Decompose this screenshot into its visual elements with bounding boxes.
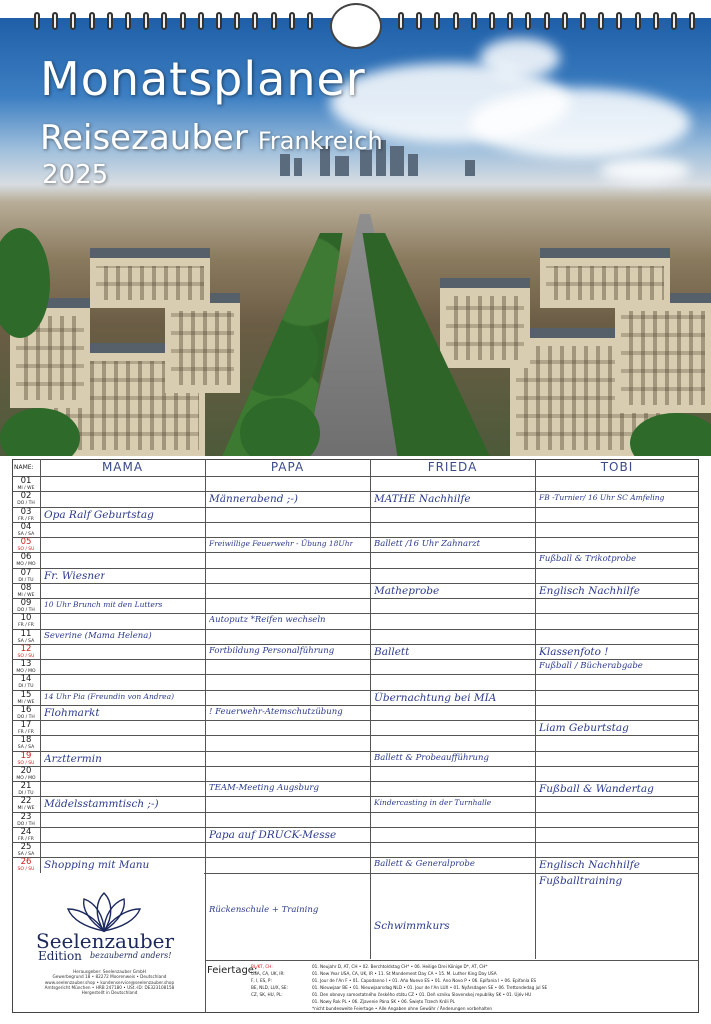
- imprint-line: Amtsgericht München • HRB 247180 • USt.-ID: DE323108158: [44, 984, 175, 990]
- lotus-logo-icon: [64, 891, 144, 933]
- binding-ring: [616, 12, 622, 30]
- day-row: [12, 735, 699, 750]
- planner-entry[interactable]: Papa auf DRUCK-Messe: [209, 828, 337, 841]
- binding-ring: [180, 12, 186, 30]
- planner-entry[interactable]: Matheprobe: [374, 584, 440, 597]
- day-number: 01: [20, 476, 32, 486]
- day-cell: [12, 660, 40, 674]
- day-name: MI / WE: [17, 592, 35, 598]
- day-row: [12, 751, 699, 766]
- holidays-box: [204, 960, 699, 1013]
- day-cell: [12, 782, 40, 796]
- day-row: [12, 812, 699, 827]
- column-header: TOBI: [600, 460, 634, 474]
- binding-ring: [70, 12, 76, 30]
- day-name: SA / SA: [17, 852, 35, 857]
- day-number: 24: [20, 826, 32, 837]
- day-cell: [12, 569, 40, 583]
- imprint: [22, 969, 197, 995]
- planner-entry[interactable]: Englisch Nachhilfe: [539, 584, 640, 597]
- day-name: SA / SA: [17, 638, 35, 644]
- holidays-label: Feiertage:: [207, 965, 258, 976]
- holiday-region-code: F, I, ES, P:: [251, 978, 272, 983]
- day-name: DO / TH: [17, 714, 35, 720]
- binding-ring: [653, 12, 659, 30]
- day-number: 13: [20, 659, 32, 669]
- holiday-line: *nicht bundesweite Feiertage • Alle Angaben ohne Gewähr / Änderungen vorbehalten: [312, 1006, 493, 1011]
- day-number: 06: [20, 552, 32, 563]
- day-cell: [12, 553, 40, 567]
- planner-entry[interactable]: Übernachtung bei MIA: [374, 691, 497, 704]
- planner-entry[interactable]: Ballett: [374, 645, 410, 658]
- day-name: SO / SU: [17, 547, 35, 552]
- brand-name: Seelenzauber: [36, 929, 175, 953]
- holiday-region-code: USA, CA, UK, IR:: [251, 971, 285, 976]
- day-number: 21: [20, 781, 32, 791]
- imprint-line: Gewerbegrund 18 • 82272 Moorenweis • Deutschland: [52, 974, 167, 980]
- day-row: [12, 613, 699, 628]
- day-cell: [12, 858, 40, 872]
- day-cell: [12, 492, 40, 506]
- calendar-year: 2025: [42, 160, 109, 190]
- day-name: SA / SA: [17, 745, 35, 751]
- binding-ring: [125, 12, 131, 30]
- day-number: 14: [20, 674, 32, 685]
- day-cell: [12, 614, 40, 628]
- day-name: MO / MO: [16, 669, 36, 674]
- day-name: FR / FR: [18, 516, 34, 522]
- day-number: 15: [20, 689, 32, 700]
- planner-entry[interactable]: Englisch Nachhilfe: [539, 859, 640, 872]
- planner-entry[interactable]: Flohmarkt: [44, 706, 100, 719]
- day-cell: [12, 767, 40, 781]
- binding-ring: [489, 12, 495, 30]
- planner-entry[interactable]: Mädelsstammtisch ;-): [44, 798, 159, 811]
- holiday-line: 01. Den obnovy samostatného českého státu CZ • 01. Deň vzniku Slovenskej republiky SK • 01. Újév HU: [312, 992, 532, 997]
- day-number: 12: [20, 643, 32, 654]
- subtitle-main: Reisezauber: [40, 118, 248, 158]
- day-cell: [12, 523, 40, 537]
- publisher-block: [12, 883, 204, 1013]
- calendar-title: Monatsplaner: [40, 52, 366, 106]
- day-number: 17: [20, 720, 32, 730]
- day-cell: [12, 538, 40, 552]
- planner-entry[interactable]: Ballett & Probeaufführung: [374, 752, 489, 763]
- planner-entry[interactable]: Arzttermin: [44, 752, 102, 765]
- subtitle-small: Frankreich: [257, 127, 383, 155]
- planner-entry[interactable]: Ballett & Generalprobe: [374, 859, 475, 870]
- name-label: NAME:: [14, 464, 34, 471]
- binding-ring: [525, 12, 531, 30]
- binding-ring: [580, 12, 586, 30]
- day-row: [12, 674, 699, 689]
- imprint-line: Herausgeber: Seelenzauber GmbH: [73, 969, 146, 974]
- holiday-list: [312, 963, 697, 1012]
- column-header: MAMA: [101, 460, 144, 474]
- day-row: [12, 568, 699, 583]
- holiday-region-codes: [251, 963, 311, 998]
- binding-ring: [289, 12, 295, 30]
- day-name: SO / SU: [17, 760, 35, 766]
- day-name: MO / MO: [16, 775, 36, 781]
- day-number: 19: [20, 750, 32, 761]
- day-row: [12, 522, 699, 537]
- binding-ring: [143, 12, 149, 30]
- day-number: 04: [20, 521, 32, 532]
- day-name: FR / FR: [18, 623, 34, 629]
- brand-edition: Edition: [38, 949, 82, 963]
- imprint-line: Hergestellt in Deutschland: [81, 990, 138, 996]
- planner-entry[interactable]: FB -Turnier/ 16 Uhr SC Amfeling: [539, 493, 665, 503]
- day-row: [12, 537, 699, 552]
- binding-ring: [434, 12, 440, 30]
- brand-tagline: bezaubernd anders!: [90, 951, 172, 960]
- planner-entry[interactable]: TEAM-Meeting Augsburg: [209, 783, 319, 793]
- column-header: FRIEDA: [427, 460, 478, 474]
- day-name: DO / TH: [17, 501, 35, 507]
- day-number: 02: [20, 491, 32, 502]
- column-divider: [535, 459, 536, 959]
- day-cell: [12, 691, 40, 705]
- day-number: 10: [20, 613, 32, 624]
- day-name: SA / SA: [17, 531, 35, 537]
- day-cell: [12, 630, 40, 644]
- column-divider: [370, 459, 371, 959]
- day-name: DO / TH: [17, 821, 35, 827]
- binding-ring: [107, 12, 113, 30]
- planner-entry[interactable]: 10 Uhr Brunch mit den Lutters: [44, 600, 163, 609]
- day-number: 23: [20, 811, 32, 822]
- day-cell: [12, 599, 40, 613]
- planner-entry[interactable]: Shopping mit Manu: [44, 859, 150, 872]
- binding-ring: [34, 12, 40, 30]
- planner-entry[interactable]: Fortbildung Personalführung: [209, 645, 335, 656]
- day-number: 09: [20, 598, 32, 608]
- day-cell: [12, 584, 40, 598]
- holiday-line: 01. Neujahr D, AT, CH • 02. Berchtoldstag CH* • 06. Heilige Drei Könige D*, AT, CH*: [312, 964, 488, 969]
- day-name: DI / TU: [18, 577, 34, 583]
- day-row: [12, 842, 699, 857]
- day-cell: [12, 477, 40, 491]
- binding-ring: [635, 12, 641, 30]
- binding-ring: [471, 12, 477, 30]
- holiday-line: 01. New Year USA, CA, UK, IR • 11. St Mandement Day CA • 15. M. Luther King Day USA: [312, 971, 497, 976]
- day-row: [12, 705, 699, 720]
- day-number: 25: [20, 842, 32, 852]
- binding-ring: [198, 12, 204, 30]
- day-number: 05: [20, 537, 32, 547]
- day-number: 11: [20, 628, 32, 639]
- day-number: 20: [20, 765, 32, 776]
- holiday-line: 01. Nowy Rok PL • 06. Zjavenie Pána SK • 06. Święto Trzech Króli PL: [312, 999, 455, 1004]
- binding-ring: [271, 12, 277, 30]
- planner-entry[interactable]: Schwimmkurs: [374, 920, 450, 933]
- day-name: MI / WE: [17, 699, 35, 705]
- day-row: [12, 766, 699, 781]
- binding-ring: [544, 12, 550, 30]
- day-cell: [12, 675, 40, 689]
- binding-ring: [453, 12, 459, 30]
- planner-entry[interactable]: Rückenschule + Training: [209, 905, 319, 915]
- holiday-line: 01. Nieuwjaar BE • 01. Nieuwjaarsdag NLD • 01. Jour de l'An LUX • 01. Nyårsdagen SE • 06. Trettondedag jul SE: [312, 985, 548, 990]
- day-name: MO / MO: [16, 562, 36, 568]
- day-cell: [12, 828, 40, 842]
- day-cell: [12, 721, 40, 735]
- planner-entry[interactable]: Fußball / Bücherabgabe: [539, 661, 643, 671]
- holiday-region-code: BL/KT, CH:: [251, 964, 273, 969]
- binding-ring: [234, 12, 240, 30]
- day-cell: [12, 706, 40, 720]
- day-name: FR / FR: [18, 730, 34, 735]
- day-number: 18: [20, 735, 32, 746]
- planner-entry[interactable]: Männerabend ;-): [209, 493, 298, 506]
- binding-ring: [671, 12, 677, 30]
- day-cell: [12, 645, 40, 659]
- day-number: 03: [20, 506, 32, 517]
- calendar-subtitle: [40, 118, 383, 158]
- planner-entry[interactable]: Fußball & Wandertag: [539, 783, 654, 795]
- day-name: SO / SU: [17, 867, 35, 873]
- planner-entry[interactable]: 14 Uhr Pia (Freundin von Andrea): [44, 691, 175, 701]
- day-row: [204, 873, 699, 888]
- hanger-hook: [330, 3, 382, 49]
- holiday-region-code: BE, NLD, LUX, SE:: [251, 985, 288, 990]
- binding-ring: [398, 12, 404, 30]
- binding-ring: [216, 12, 222, 30]
- binding-ring: [89, 12, 95, 30]
- imprint-line: www.seelenzauber.shop • kundenservice@seelenzauber.shop: [44, 979, 175, 985]
- day-name: DI / TU: [18, 791, 34, 796]
- holiday-region-code: CZ, SK, HU, PL:: [251, 992, 283, 997]
- planner-entry[interactable]: Severine (Mama Helena): [44, 630, 152, 641]
- planner-entry[interactable]: Liam Geburtstag: [539, 722, 629, 734]
- binding-ring: [307, 12, 313, 30]
- binding-ring: [507, 12, 513, 30]
- binding-ring: [598, 12, 604, 30]
- planner-entry[interactable]: Klassenfoto !: [539, 645, 609, 658]
- column-header: PAPA: [270, 460, 305, 474]
- column-divider: [40, 459, 41, 873]
- binding-ring: [562, 12, 568, 30]
- holiday-line: 01. Jour de l'An F • 01. Capodanno I • 01. Año Nuevo ES • 01. Ano Novo P • 06. Epifania I • 06. Epifanía ES: [312, 978, 537, 983]
- binding-ring: [689, 12, 695, 30]
- binding-ring: [52, 12, 58, 30]
- planner-entry[interactable]: Freiwillige Feuerwehr - Übung 18Uhr: [209, 539, 354, 548]
- day-row: [12, 476, 699, 491]
- planner-entry[interactable]: MATHE Nachhilfe: [374, 493, 471, 506]
- day-cell: [12, 736, 40, 750]
- day-name: MI / WE: [17, 806, 35, 812]
- planner-entry[interactable]: Fußballtraining: [539, 874, 623, 887]
- day-cell: [12, 843, 40, 857]
- planner-entry[interactable]: Ballett /16 Uhr Zahnarzt: [374, 539, 481, 549]
- day-cell: [12, 752, 40, 766]
- day-cell: [12, 797, 40, 811]
- planner-entry[interactable]: Autoputz *Reifen wechseln: [209, 615, 326, 626]
- day-number: 16: [20, 704, 32, 715]
- planner-entry[interactable]: ! Feuerwehr-Atemschutzübung: [209, 706, 343, 717]
- planner-entry[interactable]: Fr. Wiesner: [44, 569, 106, 582]
- day-cell: [12, 508, 40, 522]
- day-number: 08: [20, 582, 32, 593]
- day-name: SO / SU: [17, 653, 35, 659]
- day-number: 26: [20, 857, 32, 868]
- day-number: 07: [20, 567, 32, 578]
- day-number: 22: [20, 796, 32, 807]
- binding-ring: [252, 12, 258, 30]
- day-name: FR / FR: [18, 836, 34, 842]
- binding-ring: [161, 12, 167, 30]
- planner-entry[interactable]: Fußball & Trikotprobe: [539, 554, 637, 565]
- binding-ring: [416, 12, 422, 30]
- planner-entry[interactable]: Kindercasting in der Turnhalle: [374, 798, 492, 808]
- planner-entry[interactable]: Opa Ralf Geburtstag: [44, 508, 154, 521]
- day-name: MI / WE: [17, 486, 35, 491]
- day-name: DI / TU: [18, 684, 34, 690]
- column-divider: [205, 459, 206, 1013]
- day-row: [12, 827, 699, 842]
- day-name: DO / TH: [17, 608, 35, 613]
- day-cell: [12, 813, 40, 827]
